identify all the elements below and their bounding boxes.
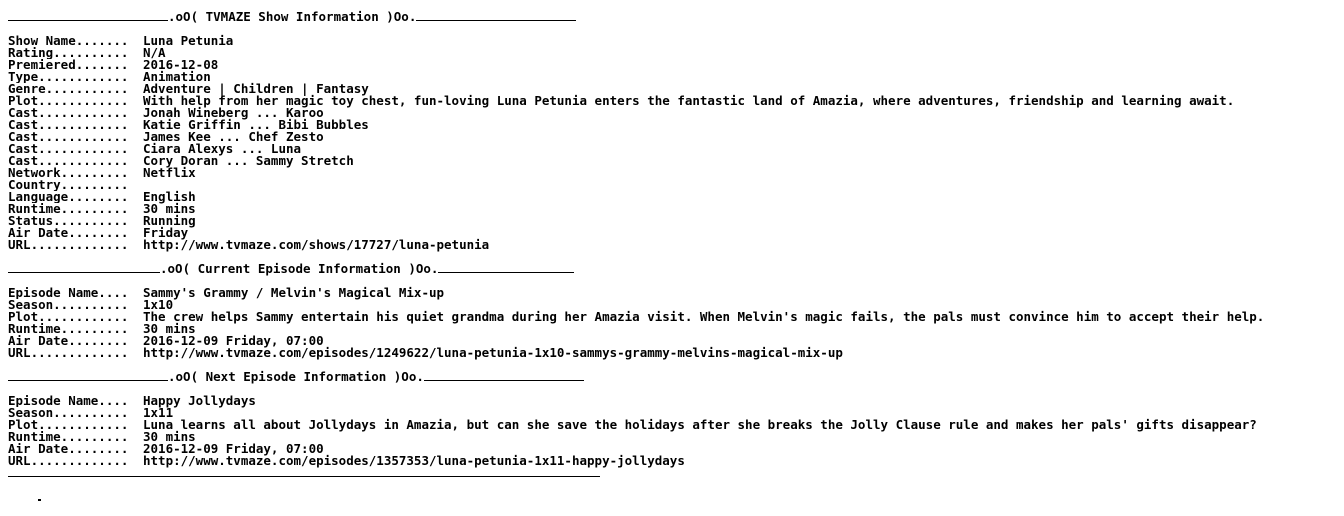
show-info-header bbox=[8, 11, 1344, 23]
header-rule-left bbox=[8, 372, 168, 381]
field-value: 30 mins bbox=[143, 321, 196, 336]
next-episode-title: .oO( Next Episode Information )Oo. bbox=[168, 369, 424, 384]
terminal-output bbox=[8, 11, 1344, 491]
field-value: Running bbox=[143, 213, 196, 228]
field-label: Cast............ bbox=[8, 107, 129, 119]
header-rule-right bbox=[424, 372, 584, 381]
field-label: Show Name....... bbox=[8, 35, 129, 47]
field-value: 30 mins bbox=[143, 201, 196, 216]
field-label: Air Date........ bbox=[8, 227, 129, 239]
field-value: Cory Doran ... Sammy Stretch bbox=[143, 153, 354, 168]
info-row bbox=[8, 347, 1344, 359]
field-value: Happy Jollydays bbox=[143, 393, 256, 408]
field-label: Episode Name.... bbox=[8, 395, 129, 407]
field-value: Luna learns all about Jollydays in Amazia, but can she save the holidays after she breaks the Jolly Clause rule and makes her pals' gifts disappear? bbox=[143, 417, 1257, 432]
footer-rule bbox=[8, 467, 1344, 479]
field-value: 1x11 bbox=[143, 405, 174, 420]
next-episode-fields bbox=[8, 395, 1344, 467]
info-row bbox=[8, 179, 1344, 191]
field-value: 1x10 bbox=[143, 297, 174, 312]
info-row bbox=[8, 203, 1344, 215]
info-row bbox=[8, 455, 1344, 467]
info-row bbox=[8, 215, 1344, 227]
info-row bbox=[8, 191, 1344, 203]
field-label: Rating.......... bbox=[8, 47, 129, 59]
info-row bbox=[8, 239, 1344, 251]
field-label: Plot............ bbox=[8, 419, 129, 431]
field-label: Status.......... bbox=[8, 215, 129, 227]
field-label: Network......... bbox=[8, 167, 129, 179]
header-rule-left bbox=[8, 12, 168, 21]
current-episode-title: .oO( Current Episode Information )Oo. bbox=[160, 261, 439, 276]
field-value: http://www.tvmaze.com/episodes/1357353/luna-petunia-1x11-happy-jollydays bbox=[143, 453, 685, 468]
field-value: Katie Griffin ... Bibi Bubbles bbox=[143, 117, 369, 132]
field-label: Country......... bbox=[8, 179, 129, 191]
cursor-icon bbox=[38, 499, 41, 501]
info-row bbox=[8, 395, 1344, 407]
info-row bbox=[8, 287, 1344, 299]
field-label: Season.......... bbox=[8, 407, 129, 419]
field-label: Type............ bbox=[8, 71, 129, 83]
field-value: Friday bbox=[143, 225, 189, 240]
field-label: Runtime......... bbox=[8, 203, 129, 215]
field-value: http://www.tvmaze.com/episodes/1249622/luna-petunia-1x10-sammys-grammy-melvins-magical-mix-up bbox=[143, 345, 843, 360]
current-episode-header bbox=[8, 263, 1344, 275]
field-value: 2016-12-09 Friday, 07:00 bbox=[143, 441, 324, 456]
info-row bbox=[8, 35, 1344, 47]
info-row bbox=[8, 311, 1344, 323]
field-label: Cast............ bbox=[8, 155, 129, 167]
field-label: Air Date........ bbox=[8, 335, 129, 347]
field-label: Cast............ bbox=[8, 119, 129, 131]
field-value: Adventure | Children | Fantasy bbox=[143, 81, 369, 96]
field-label: Air Date........ bbox=[8, 443, 129, 455]
field-value: Netflix bbox=[143, 165, 196, 180]
field-label: Plot............ bbox=[8, 95, 129, 107]
field-value: N/A bbox=[143, 45, 166, 60]
current-episode-fields bbox=[8, 287, 1344, 359]
next-episode-header bbox=[8, 371, 1344, 383]
header-rule-right bbox=[438, 264, 574, 273]
info-row bbox=[8, 419, 1344, 431]
field-value: Sammy's Grammy / Melvin's Magical Mix-up bbox=[143, 285, 445, 300]
field-label: Cast............ bbox=[8, 131, 129, 143]
header-rule-right bbox=[416, 12, 576, 21]
field-label: Season.......... bbox=[8, 299, 129, 311]
field-label: Runtime......... bbox=[8, 323, 129, 335]
field-value: Luna Petunia bbox=[143, 33, 234, 48]
field-label: Runtime......... bbox=[8, 431, 129, 443]
field-value: The crew helps Sammy entertain his quiet grandma during her Amazia visit. When Melvin's magic fails, the pals must convince him to accept their help. bbox=[143, 309, 1265, 324]
field-value: http://www.tvmaze.com/shows/17727/luna-petunia bbox=[143, 237, 490, 252]
header-rule-left bbox=[8, 264, 160, 273]
field-value: Ciara Alexys ... Luna bbox=[143, 141, 302, 156]
info-row bbox=[8, 167, 1344, 179]
field-value: James Kee ... Chef Zesto bbox=[143, 129, 324, 144]
field-label: Genre........... bbox=[8, 83, 129, 95]
field-label: Cast............ bbox=[8, 143, 129, 155]
field-label: Episode Name.... bbox=[8, 287, 129, 299]
field-label: Plot............ bbox=[8, 311, 129, 323]
field-value: Animation bbox=[143, 69, 211, 84]
field-label: URL............. bbox=[8, 239, 129, 251]
show-info-title: .oO( TVMAZE Show Information )Oo. bbox=[168, 9, 417, 24]
field-label: Premiered....... bbox=[8, 59, 129, 71]
field-value: 2016-12-08 bbox=[143, 57, 219, 72]
field-value: English bbox=[143, 189, 196, 204]
footer-rule-line bbox=[8, 468, 600, 477]
field-value: 30 mins bbox=[143, 429, 196, 444]
show-info-fields bbox=[8, 35, 1344, 251]
prompt-line[interactable] bbox=[8, 479, 1344, 491]
field-value: With help from her magic toy chest, fun-loving Luna Petunia enters the fantastic land of Amazia, where adventures, friendship and learning await. bbox=[143, 93, 1235, 108]
field-value: Jonah Wineberg ... Karoo bbox=[143, 105, 324, 120]
field-label: URL............. bbox=[8, 455, 129, 467]
field-label: Language........ bbox=[8, 191, 129, 203]
field-value: 2016-12-09 Friday, 07:00 bbox=[143, 333, 324, 348]
info-row bbox=[8, 155, 1344, 167]
field-label: URL............. bbox=[8, 347, 129, 359]
